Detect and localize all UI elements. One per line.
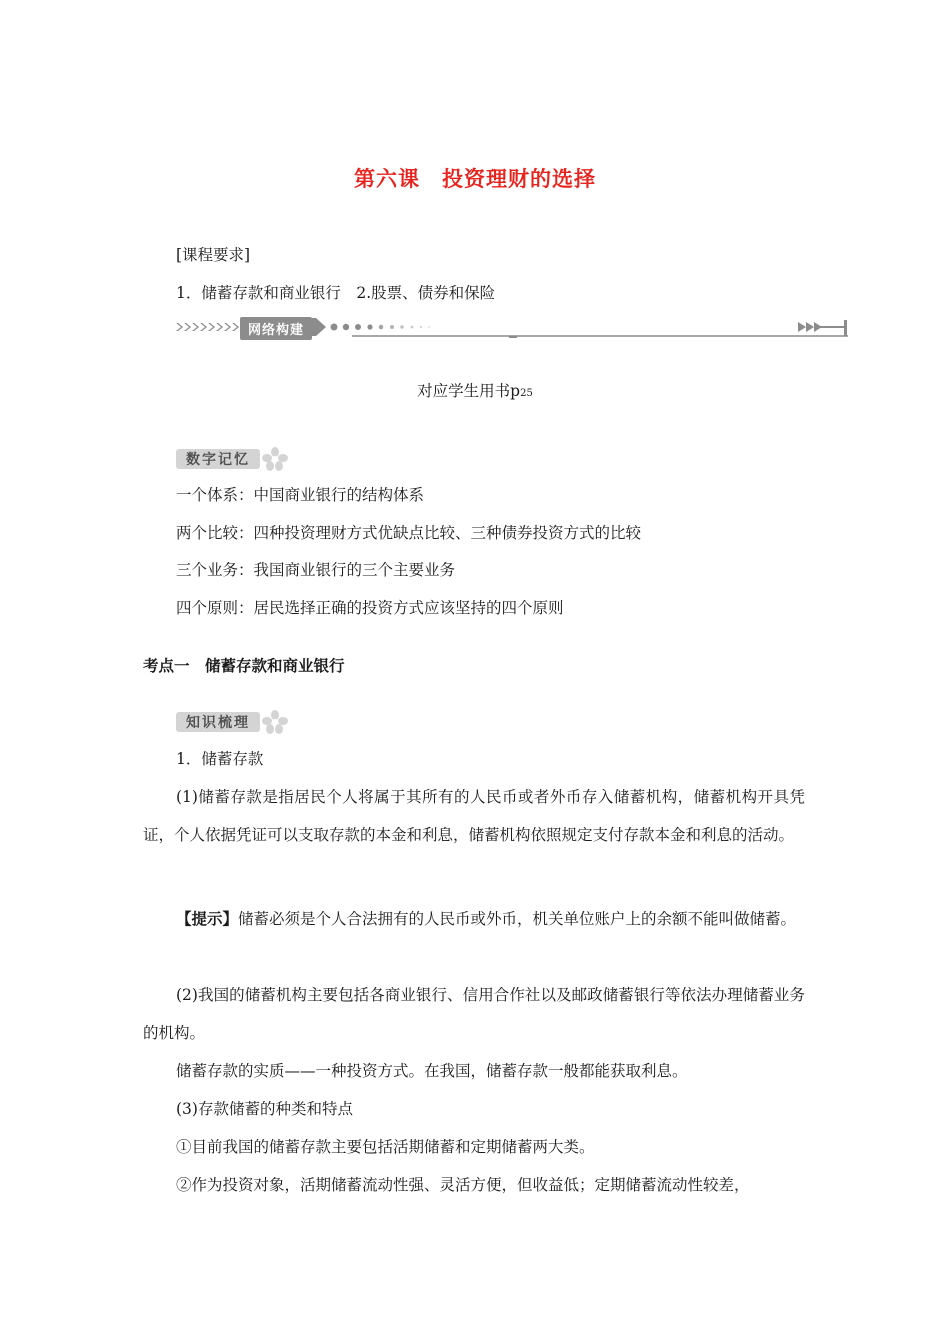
tip-paragraph <box>143 900 805 938</box>
reference-line <box>0 381 950 404</box>
paragraph-5: ①目前我国的储蓄存款主要包括活期储蓄和定期储蓄两大类。 <box>176 1138 595 1156</box>
rewind-arrow-icon <box>798 320 847 336</box>
digit-line-2: 两个比较：四种投资理财方式优缺点比较、三种债券投资方式的比较 <box>176 524 642 542</box>
course-req-items: 1．储蓄存款和商业银行 2.股票、债券和保险 <box>176 284 496 302</box>
digit-line-4: 四个原则：居民选择正确的投资方式应该坚持的四个原则 <box>176 599 564 617</box>
digit-line-1: 一个体系：中国商业银行的结构体系 <box>176 486 425 504</box>
knowledge-header <box>176 710 288 734</box>
lesson-name: 投资理财的选择 <box>442 167 596 191</box>
exam-point-heading: 考点一 储蓄存款和商业银行 <box>143 657 345 675</box>
paragraph-6: ②作为投资对象，活期储蓄流动性强、灵活方便，但收益低；定期储蓄流动性较差， <box>176 1176 750 1194</box>
double-chevron-icon <box>176 323 239 331</box>
paragraph-1: (1)储蓄存款是指居民个人将属于其所有的人民币或者外币存入储蓄机构，储蓄机构开具凭证，个人依据凭证可以支取存款的本金和利息，储蓄机构依照规定支付存款本金和利息的活动。 <box>143 788 805 844</box>
tip-label: 【提示】 <box>176 910 239 928</box>
paragraph-4: (3)存款储蓄的种类和特点 <box>176 1100 353 1118</box>
knowledge-badge: 知识梳理 <box>176 712 260 732</box>
lesson-title <box>0 163 950 193</box>
dots-icon <box>331 324 431 331</box>
course-req-label: [课程要求] <box>176 246 251 264</box>
digit-line-3: 三个业务：我国商业银行的三个主要业务 <box>176 561 456 579</box>
digit-memory-header <box>176 447 288 471</box>
knowledge-heading: 1．储蓄存款 <box>176 750 264 768</box>
paragraph-3: 储蓄存款的实质——一种投资方式。在我国，储蓄存款一般都能获取利息。 <box>176 1062 688 1080</box>
lesson-number: 第六课 <box>354 167 420 191</box>
flower-icon <box>262 447 288 471</box>
triangle-down-icon <box>508 336 518 338</box>
network-banner <box>176 316 848 338</box>
tip-text: 储蓄必须是个人合法拥有的人民币或外币，机关单位账户上的余额不能叫做储蓄。 <box>238 910 797 928</box>
paragraph-2: (2)我国的储蓄机构主要包括各商业银行、信用合作社以及邮政储蓄银行等依法办理储蓄业务的机构。 <box>143 986 805 1042</box>
banner-label: 网络构建 <box>240 317 312 340</box>
digit-memory-badge: 数字记忆 <box>176 449 260 469</box>
reference-page-prefix: p <box>510 382 521 400</box>
reference-page-number: 25 <box>520 388 533 399</box>
reference-text: 对应学生用书 <box>417 382 511 400</box>
flower-icon <box>262 710 288 734</box>
